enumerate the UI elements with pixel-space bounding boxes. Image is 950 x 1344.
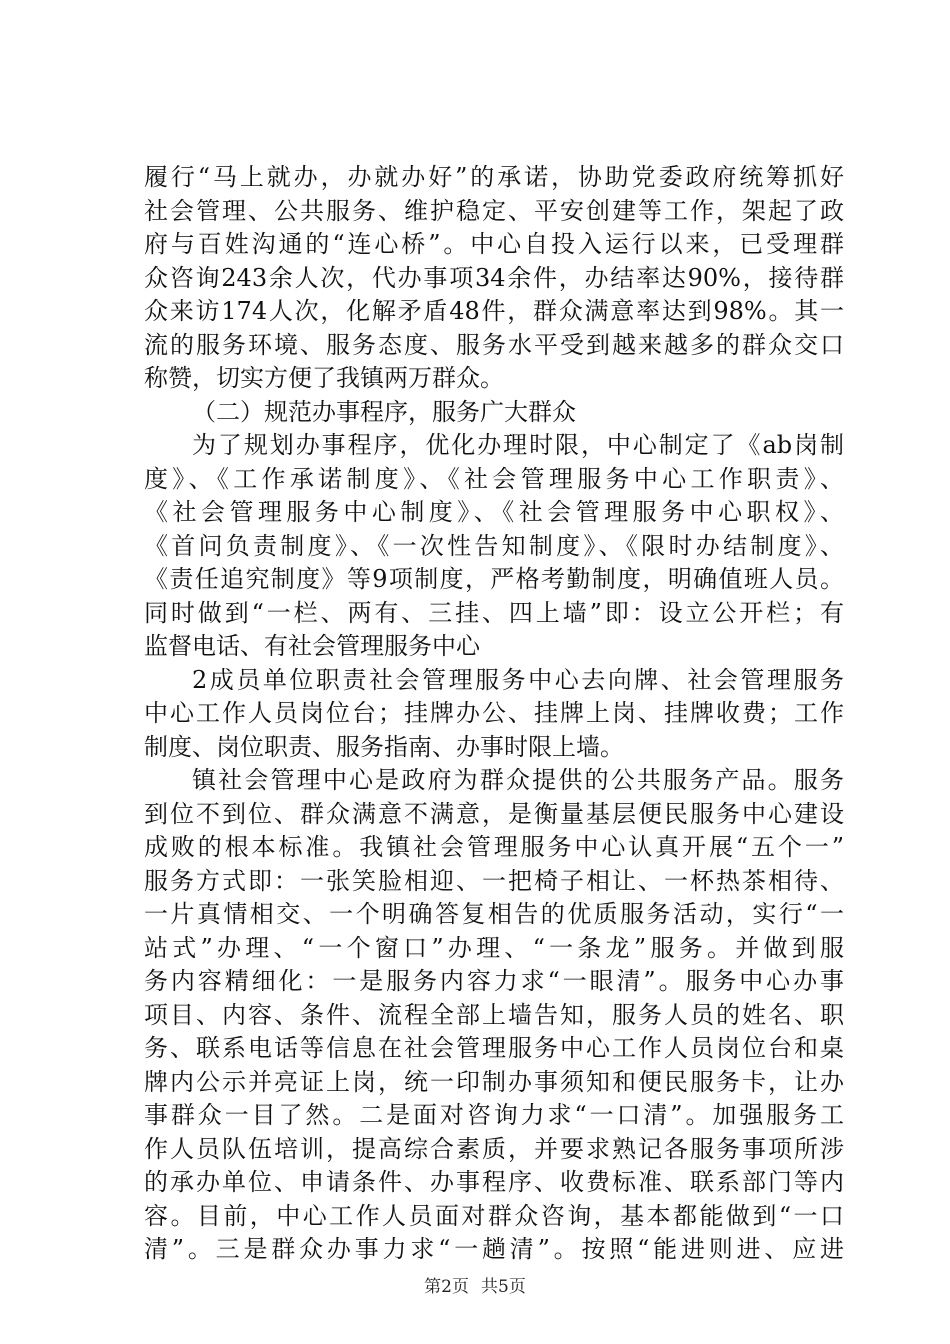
text-line: 服务方式即：一张笑脸相迎、一把椅子相让、一杯热茶相待、 (144, 866, 844, 895)
text-line: 2成员单位职责社会管理服务中心去向牌、社会管理服务 (192, 665, 844, 694)
text-line: 府与百姓沟通的“连心桥”。中心自投入运行以来，已受理群 (144, 230, 844, 258)
text-line: 容。目前，中心工作人员面对群众咨询，基本都能做到“一口 (144, 1201, 844, 1230)
text-line: 站式”办理、“一个窗口”办理、“一条龙”服务。并做到服 (144, 933, 844, 962)
text-line: 同时做到“一栏、两有、三挂、四上墙”即：设立公开栏；有 (144, 598, 844, 627)
text-line: 履行“马上就办，办就办好”的承诺，协助党委政府统筹抓好 (144, 163, 844, 191)
page-number: 第2页 (424, 1277, 469, 1297)
page-footer (0, 1275, 950, 1299)
text-line: 项目、内容、条件、流程全部上墙告知，服务人员的姓名、职 (144, 1000, 844, 1029)
text-line: 《责任追究制度》等9项制度，严格考勤制度，明确值班人员。 (144, 565, 844, 593)
text-line: 众来访174人次，化解矛盾48件，群众满意率达到98%。其一 (144, 297, 844, 325)
text-line: 监督电话、有社会管理服务中心 (144, 632, 480, 660)
text-line: 《首问负责制度》、《一次性告知制度》、《限时办结制度》、 (144, 531, 844, 560)
text-line: 作人员队伍培训，提高综合素质，并要求熟记各服务事项所涉 (144, 1134, 844, 1163)
text-line: 的承办单位、申请条件、办事程序、收费标准、联系部门等内 (144, 1168, 844, 1196)
page-total: 共5页 (481, 1277, 526, 1297)
text-line: 众咨询243余人次，代办事项34余件，办结率达90%，接待群 (144, 263, 844, 292)
text-line: 《社会管理服务中心制度》、《社会管理服务中心职权》、 (144, 498, 844, 526)
text-line: 为了规划办事程序，优化办理时限，中心制定了《ab岗制 (192, 431, 844, 459)
text-line: 成败的根本标准。我镇社会管理服务中心认真开展“五个一” (144, 833, 844, 861)
text-line: 中心工作人员岗位台；挂牌办公、挂牌上岗、挂牌收费；工作 (144, 699, 844, 727)
text-line: 事群众一目了然。二是面对咨询力求“一口清”。加强服务工 (144, 1101, 844, 1129)
text-line: 社会管理、公共服务、维护稳定、平安创建等工作，架起了政 (144, 196, 844, 225)
text-line: （二）规范办事程序，服务广大群众 (192, 397, 576, 426)
text-line: 镇社会管理中心是政府为群众提供的公共服务产品。服务 (192, 766, 844, 794)
text-line: 流的服务环境、服务态度、服务水平受到越来越多的群众交口 (144, 330, 844, 359)
text-line: 务内容精细化：一是服务内容力求“一眼清”。服务中心办事 (144, 967, 844, 995)
text-line: 务、联系电话等信息在社会管理服务中心工作人员岗位台和桌 (144, 1034, 844, 1062)
text-line: 到位不到位、群众满意不满意，是衡量基层便民服务中心建设 (144, 799, 844, 828)
text-line: 牌内公示并亮证上岗，统一印制办事须知和便民服务卡，让办 (144, 1067, 844, 1096)
text-line: 清”。三是群众办事力求“一趟清”。按照“能进则进、应进 (144, 1235, 844, 1263)
text-line: 一片真情相交、一个明确答复相告的优质服务活动，实行“一 (144, 900, 844, 928)
text-line: 称赞，切实方便了我镇两万群众。 (144, 364, 504, 392)
text-line: 制度、岗位职责、服务指南、办事时限上墙。 (144, 732, 624, 761)
document-body (144, 161, 844, 1267)
text-line: 度》、《工作承诺制度》、《社会管理服务中心工作职责》、 (144, 464, 844, 493)
